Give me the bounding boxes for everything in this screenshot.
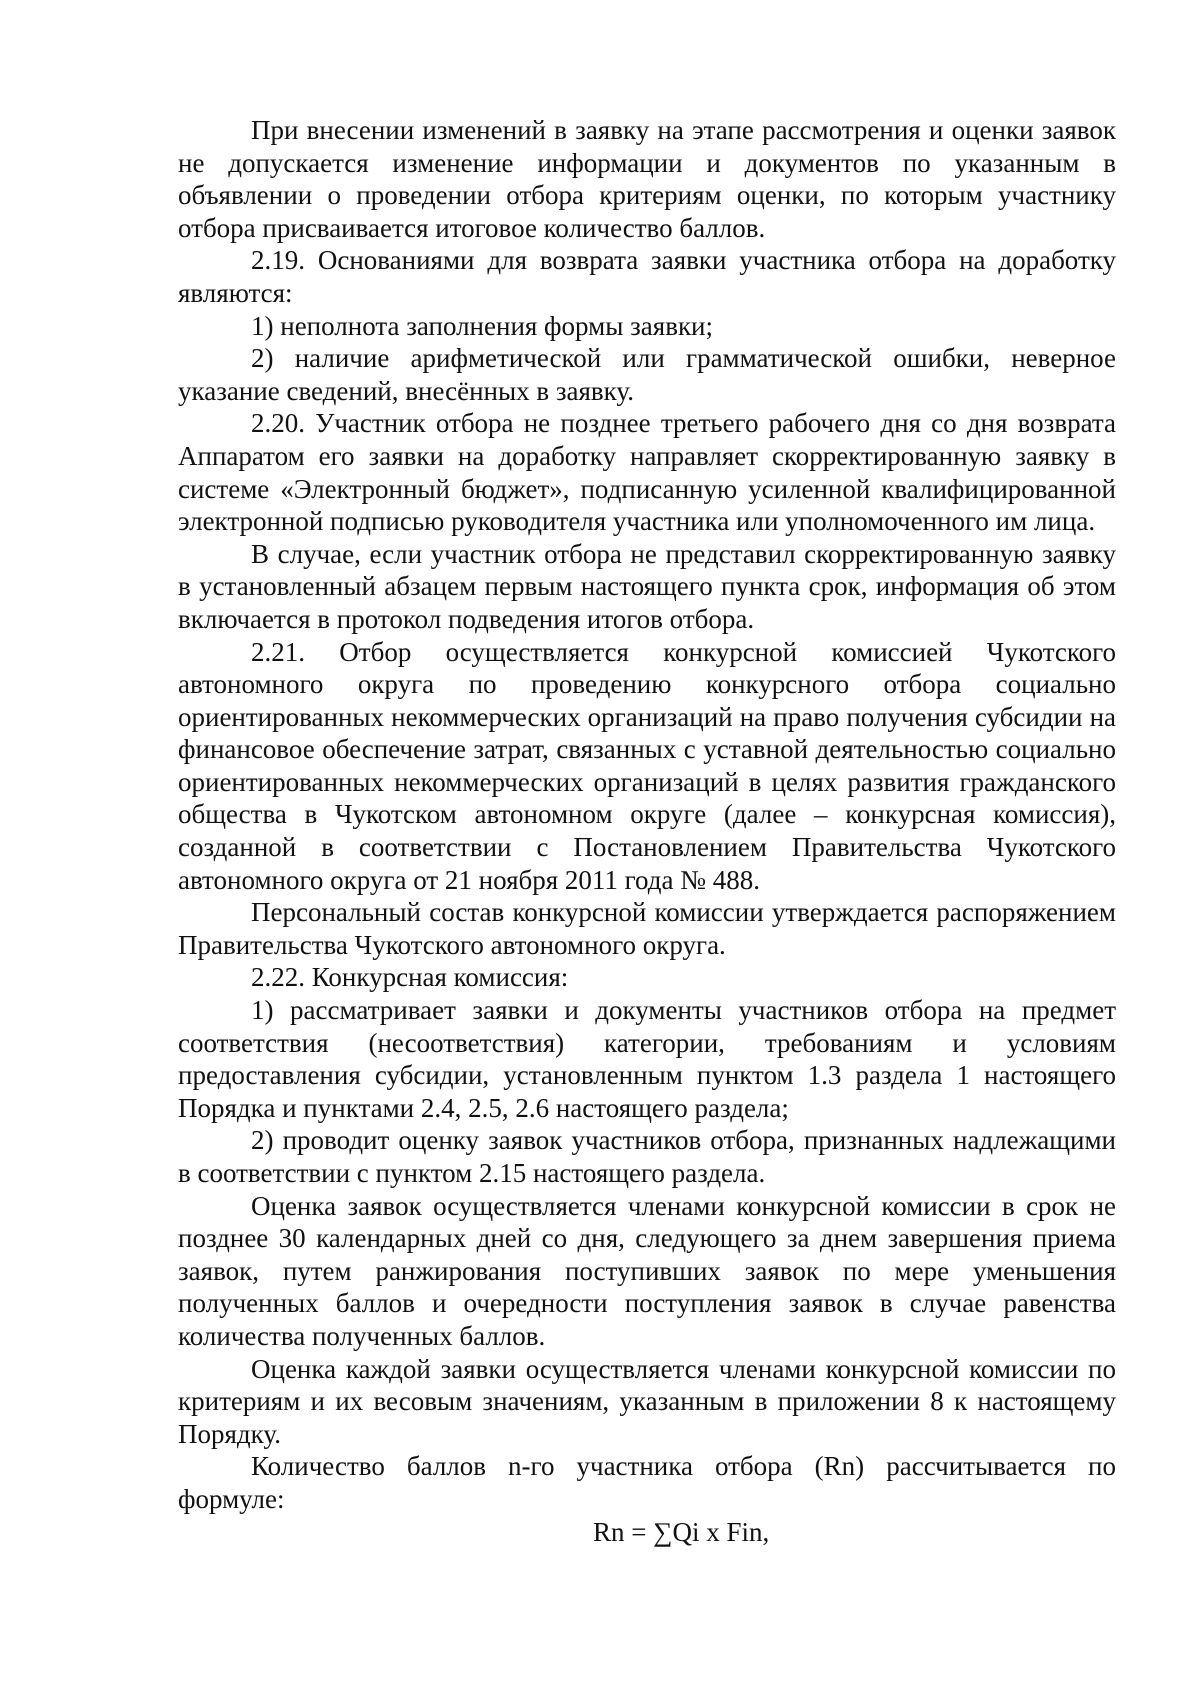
paragraph-evaluation-criteria: Оценка каждой заявки осуществляется членами конкурсной комиссии по критериям и их весовым значениям, указанным в приложении 8 к настоящему Порядку.: [178, 1353, 1116, 1449]
paragraph-2-22: 2.22. Конкурсная комиссия:: [251, 962, 569, 993]
paragraph-score-change-restriction: При внесении изменений в заявку на этапе рассмотрения и оценки заявок не допускается изменение информации и документов по указанным в объявлении о проведении отбора критериям оценки, по которым участнику отбора присваивается итоговое количество баллов.: [178, 115, 1116, 243]
paragraph-2-19-item-1: 1) неполнота заполнения формы заявки;: [251, 310, 714, 341]
paragraph-2-21: 2.21. Отбор осуществляется конкурсной комиссией Чукотского автономного округа по проведению конкурсного отбора социально ориентированных некоммерческих организаций на право получения субсидии на финансовое обеспечение затрат, связанных с уставной деятельностью социально ориентированных некоммерческих организаций в целях развития гражданского общества в Чукотском автономном округе (далее – конкурсная комиссия), созданной в соответствии с Постановлением Правительства Чукотского автономного округа от 21 ноября 2011 года № 488.: [178, 636, 1116, 895]
paragraph-2-20: 2.20. Участник отбора не позднее третьего рабочего дня со дня возврата Аппаратом его заявки на доработку направляет скорректированную заявку в системе «Электронный бюджет», подписанную усиленной квалифицированной электронной подписью руководителя участника или уполномоченного им лица.: [178, 408, 1116, 537]
paragraph-2-19: 2.19. Основаниями для возврата заявки участника отбора на доработку являются:: [178, 245, 1116, 308]
document-body: [178, 114, 1116, 1548]
paragraph-2-22-item-1: 1) рассматривает заявки и документы участников отбора на предмет соответствия (несоответствия) категории, требованиям и условиям предоставления субсидии, установленным пунктом 1.3 раздела 1 настоящего Порядка и пунктами 2.4, 2.5, 2.6 настоящего раздела;: [178, 995, 1116, 1123]
paragraph-2-19-item-2: 2) наличие арифметической или грамматической ошибки, неверное указание сведений, внесённых в заявку.: [178, 343, 1116, 406]
paragraph-2-20-continued: В случае, если участник отбора не представил скорректированную заявку в установленный абзацем первым настоящего пункта срок, информация об этом включается в протокол подведения итогов отбора.: [178, 538, 1116, 634]
score-formula: Rn = ∑Qi x Fin,: [593, 1516, 770, 1547]
paragraph-score-formula-intro: Количество баллов n-го участника отбора (Rn) рассчитывается по формуле:: [178, 1451, 1116, 1514]
paragraph-evaluation-procedure: Оценка заявок осуществляется членами конкурсной комиссии в срок не позднее 30 календарных дней со дня, следующего за днем завершения приема заявок, путем ранжирования поступивших заявок по мере уменьшения полученных баллов и очередности поступления заявок в случае равенства количества полученных баллов.: [178, 1190, 1116, 1351]
paragraph-commission-composition: Персональный состав конкурсной комиссии утверждается распоряжением Правительства Чукотского автономного округа.: [178, 897, 1116, 960]
paragraph-2-22-item-2: 2) проводит оценку заявок участников отбора, признанных надлежащими в соответствии с пунктом 2.15 настоящего раздела.: [178, 1125, 1116, 1188]
